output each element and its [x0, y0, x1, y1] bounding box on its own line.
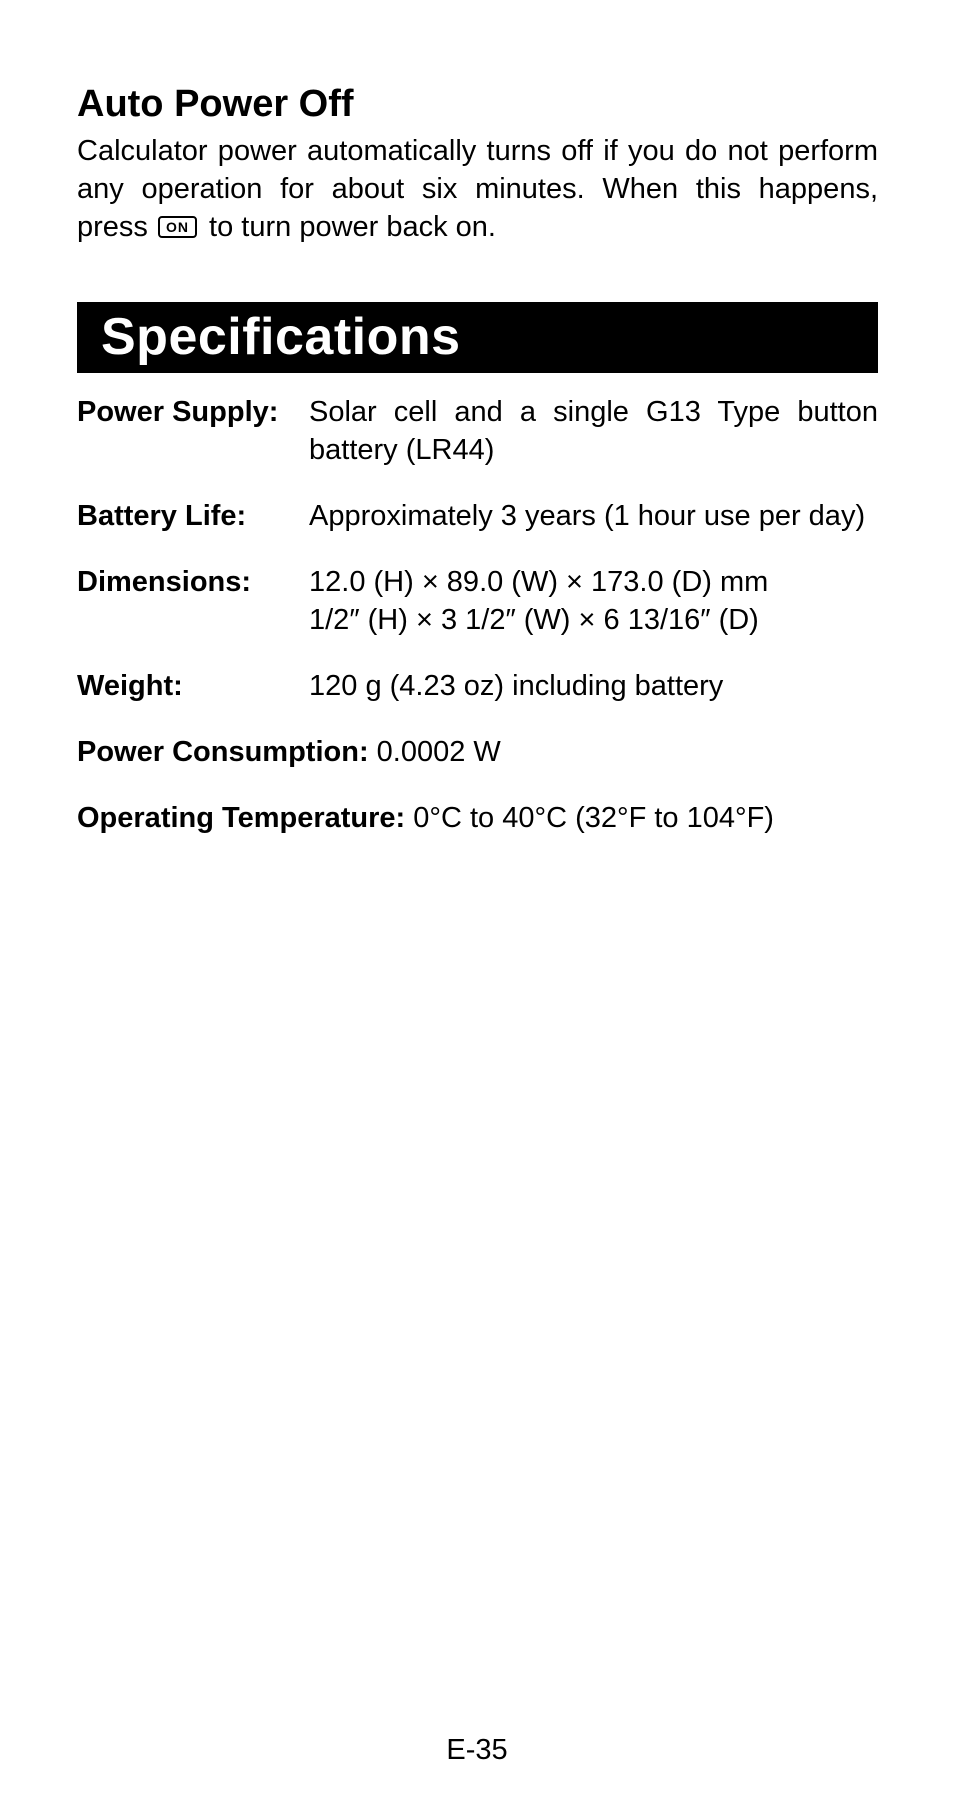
- spec-label: Battery Life:: [77, 500, 247, 532]
- spec-value: [309, 563, 878, 639]
- auto-power-off-text: [77, 132, 878, 246]
- spec-label: Weight:: [77, 670, 183, 702]
- spec-label: Dimensions:: [77, 566, 252, 598]
- spec-label: Operating Temperature:: [77, 802, 414, 834]
- spec-row-dimensions: [77, 563, 878, 639]
- dimensions-imperial: 1/2″ (H) × 3 1/2″ (W) × 6 13/16″ (D): [309, 604, 759, 636]
- on-key-icon: ON: [158, 216, 197, 238]
- spec-value: 120 g (4.23 oz) including battery: [309, 670, 724, 702]
- auto-power-off-heading: Auto Power Off: [77, 83, 354, 125]
- spec-value: Solar cell and a single G13 Type button battery (LR44): [309, 396, 878, 466]
- spec-row-weight: [77, 667, 878, 705]
- spec-label: Power Supply:: [77, 396, 279, 428]
- page-number: E-35: [446, 1734, 508, 1766]
- spec-row-power-supply: [77, 393, 878, 469]
- spec-row-battery-life: [77, 497, 878, 535]
- spec-value: 0.0002 W: [376, 736, 501, 768]
- spec-row-power-consumption: [77, 733, 878, 771]
- manual-page: [77, 78, 878, 865]
- spec-value: Approximately 3 years (1 hour use per day): [309, 500, 866, 532]
- specifications-heading: Specifications: [77, 302, 878, 373]
- auto-power-off-text-start: Calculator power automatically turns off if you do not perform any operation for about six minutes. When this happens, press: [77, 135, 878, 243]
- auto-power-off-text-end: to turn power back on.: [200, 211, 496, 243]
- dimensions-metric: 12.0 (H) × 89.0 (W) × 173.0 (D) mm: [309, 566, 769, 598]
- spec-label: Power Consumption:: [77, 736, 377, 768]
- spec-row-operating-temperature: [77, 799, 878, 837]
- spec-value: 0°C to 40°C (32°F to 104°F): [413, 802, 774, 834]
- specifications-list: [77, 393, 878, 837]
